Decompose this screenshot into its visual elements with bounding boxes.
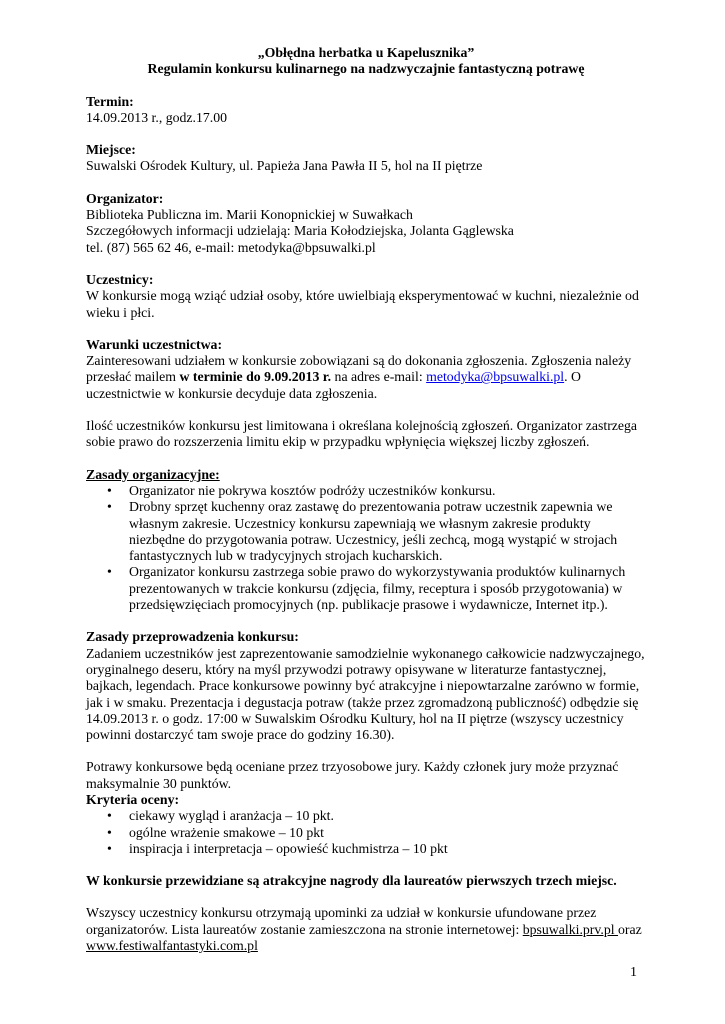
list-item: • Drobny sprzęt kuchenny oraz zastawę do prezentowania potraw uczestnik zapewnia we własnym zakresie. Uczestnicy konkursu zapewniają we własnym zakresie produkty niezbędne do przygotowania potraw. Uczestnicy, jeśli zechcą, mogą wystąpić w strojach fantastycznych lub w tradycyjnych strojach kucharskich. bbox=[86, 499, 646, 564]
email-link[interactable]: metodyka@bpsuwalki.pl bbox=[426, 369, 565, 385]
uczestnicy-heading: Uczestnicy: bbox=[86, 271, 154, 287]
final-text: Wszyscy uczestnicy konkursu otrzymają upominki za udział w konkursie ufundowane przez organizatorów. Lista laureatów zostanie zamieszczona na stronie internetowej: bpsuwalki.prv.pl oraz www.festiwalfantastyki.com.pl bbox=[86, 905, 642, 954]
page-number: 1 bbox=[630, 965, 637, 980]
document-page bbox=[86, 45, 646, 954]
document-title: „Obłędna herbatka u Kapelusznika” bbox=[257, 45, 475, 60]
site1-link[interactable]: bpsuwalki.prv.pl bbox=[522, 921, 619, 937]
nagrody-text: W konkursie przewidziane są atrakcyjne nagrody dla laureatów pierwszych trzech miejsc. bbox=[86, 873, 617, 889]
organizator-line1: Biblioteka Publiczna im. Marii Konopnickiej w Suwałkach bbox=[86, 207, 413, 223]
warunki-heading: Warunki uczestnictwa: bbox=[86, 336, 223, 352]
termin-heading: Termin: bbox=[86, 93, 134, 109]
miejsce-heading: Miejsce: bbox=[86, 142, 136, 158]
zasady-org-heading: Zasady organizacyjne: bbox=[86, 466, 220, 482]
limit-text: Ilość uczestników konkursu jest limitowana i określana kolejnością zgłoszeń. Organizator zastrzega sobie prawo do rozszerzenia limitu ekip w przypadku wpłynięcia większej liczby zgłoszeń. bbox=[86, 418, 638, 450]
organizator-heading: Organizator: bbox=[86, 190, 164, 206]
document-subtitle: Regulamin konkursu kulinarnego na nadzwyczajnie fantastyczną potrawę bbox=[147, 61, 585, 77]
organizator-line3: tel. (87) 565 62 46, e-mail: metodyka@bpsuwalki.pl bbox=[86, 239, 376, 255]
warunki-text: Zainteresowani udziałem w konkursie zobowiązani są do dokonania zgłoszenia. Zgłoszenia należy przesłać mailem w terminie do 9.09.2013 r. na adres e-mail: metodyka@bpsuwalki.pl. O uczestnictwie w konkursie decyduje data zgłoszenia. bbox=[86, 353, 632, 401]
zasady-org-list bbox=[86, 483, 646, 613]
deadline-text: w terminie do 9.09.2013 r. bbox=[179, 369, 332, 385]
kryteria-heading: Kryteria oceny: bbox=[86, 791, 180, 807]
zasady-przepr-text: Zadaniem uczestników jest zaprezentowanie samodzielnie wykonanego całkowicie nadzwyczajnego, oryginalnego deseru, który na myśl przywodzi potrawy opisywane w literaturze fantastycznej, bajkach, legendach. Prace konkursowe powinny być atrakcyjne i niepowtarzalne zarówno w formie, jak i w smaku. Prezentacja i degustacja potraw (także przez zgromadzoną publiczność) odbędzie się 14.09.2013 r. o godz. 17:00 w Suwalskim Ośrodku Kultury, hol na II piętrze (wszyscy uczestnicy powinni dostarczyć tam swoje prace do godziny 16.30). bbox=[86, 645, 645, 743]
site2-link[interactable]: www.festiwalfantastyki.com.pl bbox=[86, 938, 258, 954]
termin-text: 14.09.2013 r., godz.17.00 bbox=[86, 109, 228, 125]
jury-text: Potrawy konkursowe będą oceniane przez trzyosobowe jury. Każdy członek jury może przyznać maksymalnie 30 punktów. bbox=[86, 759, 619, 791]
uczestnicy-text: W konkursie mogą wziąć udział osoby, które uwielbiają eksperymentować w kuchni, niezależnie od wieku i płci. bbox=[86, 288, 639, 320]
kryteria-list bbox=[86, 808, 646, 857]
organizator-line2: Szczegółowych informacji udzielają: Maria Kołodziejska, Jolanta Gąglewska bbox=[86, 223, 514, 239]
list-item: • Organizator konkursu zastrzega sobie prawo do wykorzystywania produktów kulinarnych prezentowanych w trakcie konkursu (zdjęcia, filmy, receptura i sposób przygotowania) w przedsięwzięciach promocyjnych (np. publikacje prasowe i wydawnicze, Internet itp.). bbox=[86, 564, 646, 613]
list-item: • Organizator nie pokrywa kosztów podróży uczestników konkursu. bbox=[86, 483, 646, 499]
miejsce-text: Suwalski Ośrodek Kultury, ul. Papieża Jana Pawła II 5, hol na II piętrze bbox=[86, 158, 483, 174]
list-item: • inspiracja i interpretacja – opowieść kuchmistrza – 10 pkt bbox=[86, 841, 646, 857]
list-item: • ciekawy wygląd i aranżacja – 10 pkt. bbox=[86, 808, 646, 824]
list-item: • ogólne wrażenie smakowe – 10 pkt bbox=[86, 825, 646, 841]
zasady-przepr-heading: Zasady przeprowadzenia konkursu: bbox=[86, 629, 299, 645]
